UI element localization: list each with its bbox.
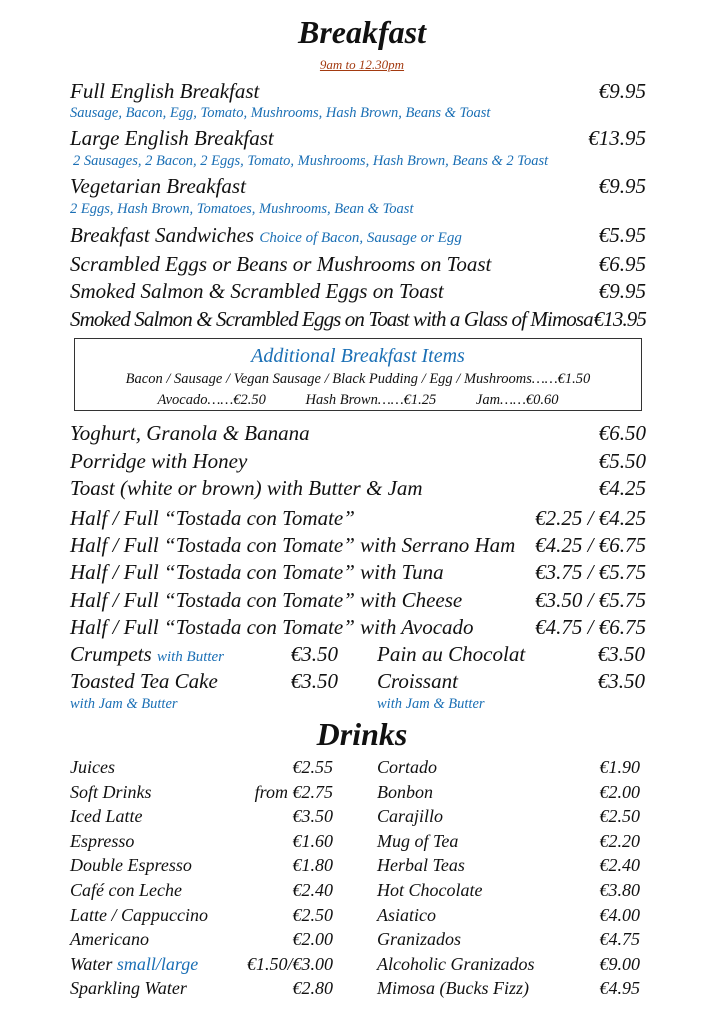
- item-name: Porridge with Honey: [70, 449, 248, 473]
- drink-item: [377, 806, 640, 827]
- drink-item: [377, 855, 640, 876]
- item-name: Croissant: [377, 669, 458, 693]
- item-description: 2 Sausages, 2 Bacon, 2 Eggs, Tomato, Mushrooms, Hash Brown, Beans & 2 Toast: [73, 153, 549, 169]
- item-name: Cortado: [377, 757, 438, 777]
- item-price: €4.75 / €6.75: [535, 615, 646, 639]
- item-name: Scrambled Eggs or Beans or Mushrooms on Toast: [70, 252, 492, 276]
- additional-jam: Jam……€0.60: [475, 392, 559, 408]
- item-name: Iced Latte: [70, 806, 143, 827]
- item-price: €4.75: [599, 929, 640, 950]
- drink-item: [70, 806, 333, 827]
- menu-item: [70, 278, 646, 304]
- item-price: €2.40: [292, 880, 333, 900]
- breakfast-hours: 9am to 12.30pm: [319, 57, 405, 72]
- item-price: €2.80: [292, 978, 333, 999]
- menu-item: [70, 173, 646, 199]
- item-note: with Butter: [156, 649, 225, 665]
- item-description: Sausage, Bacon, Egg, Tomato, Mushrooms, Hash Brown, Beans & Toast: [70, 105, 491, 121]
- item-name: Half / Full “Tostada con Tomate” with Tuna: [70, 560, 444, 584]
- drink-item: [70, 880, 333, 901]
- item-price: €3.50: [290, 669, 338, 693]
- drink-item: [70, 782, 333, 803]
- additional-items-title: Additional Breakfast Items: [251, 345, 465, 367]
- item-name: Granizados: [377, 929, 462, 950]
- item-price: €2.00: [599, 781, 640, 802]
- drink-item: [70, 855, 333, 876]
- item-name: Smoked Salmon & Scrambled Eggs on Toast with a Glass of Mimosa: [70, 307, 593, 331]
- drink-item: [377, 757, 640, 778]
- item-price: €6.95: [598, 252, 646, 276]
- menu-item: [70, 475, 646, 501]
- item-name: Juices: [70, 757, 115, 777]
- menu-item: [70, 306, 646, 332]
- menu-item: [70, 587, 646, 613]
- item-note: small/large: [116, 953, 199, 974]
- item-name: Carajillo: [377, 806, 444, 827]
- item-name: Espresso: [70, 830, 135, 851]
- menu-item: [70, 251, 646, 277]
- item-price: €3.50 / €5.75: [535, 588, 646, 612]
- item-price: €2.20: [599, 830, 640, 851]
- breakfast-title: Breakfast: [298, 14, 426, 50]
- item-price: €13.95: [593, 307, 646, 331]
- item-price: €3.75 / €5.75: [535, 560, 646, 584]
- menu-item: [70, 125, 646, 151]
- item-name: Half / Full “Tostada con Tomate” with Serrano Ham: [70, 533, 516, 557]
- item-note: with Jam & Butter: [377, 696, 485, 712]
- item-price: €1.80: [292, 855, 333, 876]
- item-price: €9.95: [598, 174, 646, 198]
- item-name: Café con Leche: [70, 880, 182, 900]
- item-price: €9.00: [599, 953, 640, 974]
- item-name: Toasted Tea Cake: [70, 669, 218, 693]
- drink-item: [377, 831, 640, 852]
- menu-item: [70, 78, 646, 104]
- item-name: Full English Breakfast: [70, 79, 260, 103]
- item-price: €3.50: [292, 806, 333, 827]
- item-price: €1.60: [292, 830, 333, 851]
- item-price: €2.00: [292, 929, 333, 950]
- item-description: 2 Eggs, Hash Brown, Tomatoes, Mushrooms, Bean & Toast: [70, 201, 414, 217]
- drinks-title: Drinks: [316, 716, 408, 752]
- menu-item-tea-cake: [70, 669, 338, 694]
- drink-item: [70, 954, 333, 975]
- menu-item: [70, 420, 646, 446]
- item-name: Large English Breakfast: [70, 126, 274, 150]
- drink-item: [70, 831, 333, 852]
- item-name: Half / Full “Tostada con Tomate” with Cheese: [70, 588, 463, 612]
- item-price: €2.25 / €4.25: [535, 506, 646, 530]
- item-price: €13.95: [588, 126, 646, 150]
- drink-item: [70, 978, 333, 999]
- item-name: Half / Full “Tostada con Tomate”: [70, 506, 355, 530]
- item-price: €4.25 / €6.75: [535, 533, 646, 557]
- item-name: Half / Full “Tostada con Tomate” with Avocado: [70, 615, 474, 639]
- drink-item: [377, 954, 640, 975]
- item-price: €2.50: [292, 904, 333, 925]
- item-name: Double Espresso: [70, 855, 192, 876]
- item-name: Americano: [70, 929, 149, 950]
- item-price: €4.25: [598, 476, 646, 500]
- menu-item: [70, 532, 646, 558]
- drink-item: [377, 782, 640, 803]
- item-name: Smoked Salmon & Scrambled Eggs on Toast: [70, 279, 444, 303]
- item-name: Bonbon: [377, 781, 433, 802]
- additional-line-1: Bacon / Sausage / Vegan Sausage / Black Pudding / Egg / Mushrooms……€1.50: [125, 371, 591, 387]
- item-name: Mug of Tea: [377, 830, 459, 851]
- item-name: Sparkling Water: [70, 978, 187, 999]
- item-name: Latte / Cappuccino: [70, 904, 208, 925]
- item-description: Choice of Bacon, Sausage or Egg: [259, 230, 462, 246]
- menu-item-pain-au-chocolat: [377, 642, 645, 667]
- item-price: €6.50: [598, 421, 646, 445]
- item-price: from €2.75: [254, 781, 333, 802]
- item-price: €3.50: [597, 669, 645, 693]
- menu-item: [70, 505, 646, 531]
- drink-item: [377, 978, 640, 999]
- additional-hash-brown: Hash Brown……€1.25: [305, 392, 437, 408]
- drink-item: [70, 757, 333, 778]
- item-name: Soft Drinks: [70, 781, 152, 802]
- drink-item: [70, 929, 333, 950]
- item-name: Toast (white or brown) with Butter & Jam: [70, 476, 423, 500]
- additional-items-box: [74, 338, 642, 411]
- item-name: Breakfast Sandwiches: [70, 223, 255, 247]
- drink-item: [377, 929, 640, 950]
- item-note: with Jam & Butter: [70, 696, 178, 712]
- item-price: €9.95: [598, 279, 646, 303]
- menu-item: [70, 222, 646, 251]
- menu-item: [70, 559, 646, 585]
- item-price: €1.50/€3.00: [246, 953, 333, 974]
- item-name: Crumpets: [70, 642, 152, 666]
- item-price: €5.95: [598, 223, 646, 247]
- item-name: Hot Chocolate: [377, 880, 483, 900]
- item-price: €1.90: [599, 757, 640, 777]
- drink-item: [377, 905, 640, 926]
- item-price: €3.80: [599, 880, 640, 900]
- item-name: Alcoholic Granizados: [377, 953, 535, 974]
- item-name: Mimosa (Bucks Fizz): [377, 978, 529, 999]
- menu-item-croissant: [377, 669, 645, 694]
- drink-item: [377, 880, 640, 901]
- item-price: €3.50: [290, 642, 338, 666]
- item-price: €4.95: [599, 978, 640, 999]
- menu-item: [70, 614, 646, 640]
- drink-item: [70, 905, 333, 926]
- item-name: Yoghurt, Granola & Banana: [70, 421, 310, 445]
- menu-item-crumpets: [70, 642, 338, 667]
- item-price: €2.40: [599, 855, 640, 876]
- item-price: €5.50: [598, 449, 646, 473]
- item-price: €4.00: [599, 904, 640, 925]
- item-price: €2.50: [599, 806, 640, 827]
- item-name: Herbal Teas: [377, 855, 465, 876]
- additional-avocado: Avocado……€2.50: [157, 392, 266, 408]
- item-price: €3.50: [597, 642, 645, 666]
- item-price: €2.55: [292, 757, 333, 777]
- additional-line-2: [75, 390, 641, 411]
- item-name: Pain au Chocolat: [377, 642, 526, 666]
- item-name: Asiatico: [377, 904, 436, 925]
- item-name: Vegetarian Breakfast: [70, 174, 246, 198]
- item-name: Water: [70, 953, 113, 974]
- item-price: €9.95: [598, 79, 646, 103]
- menu-item: [70, 448, 646, 474]
